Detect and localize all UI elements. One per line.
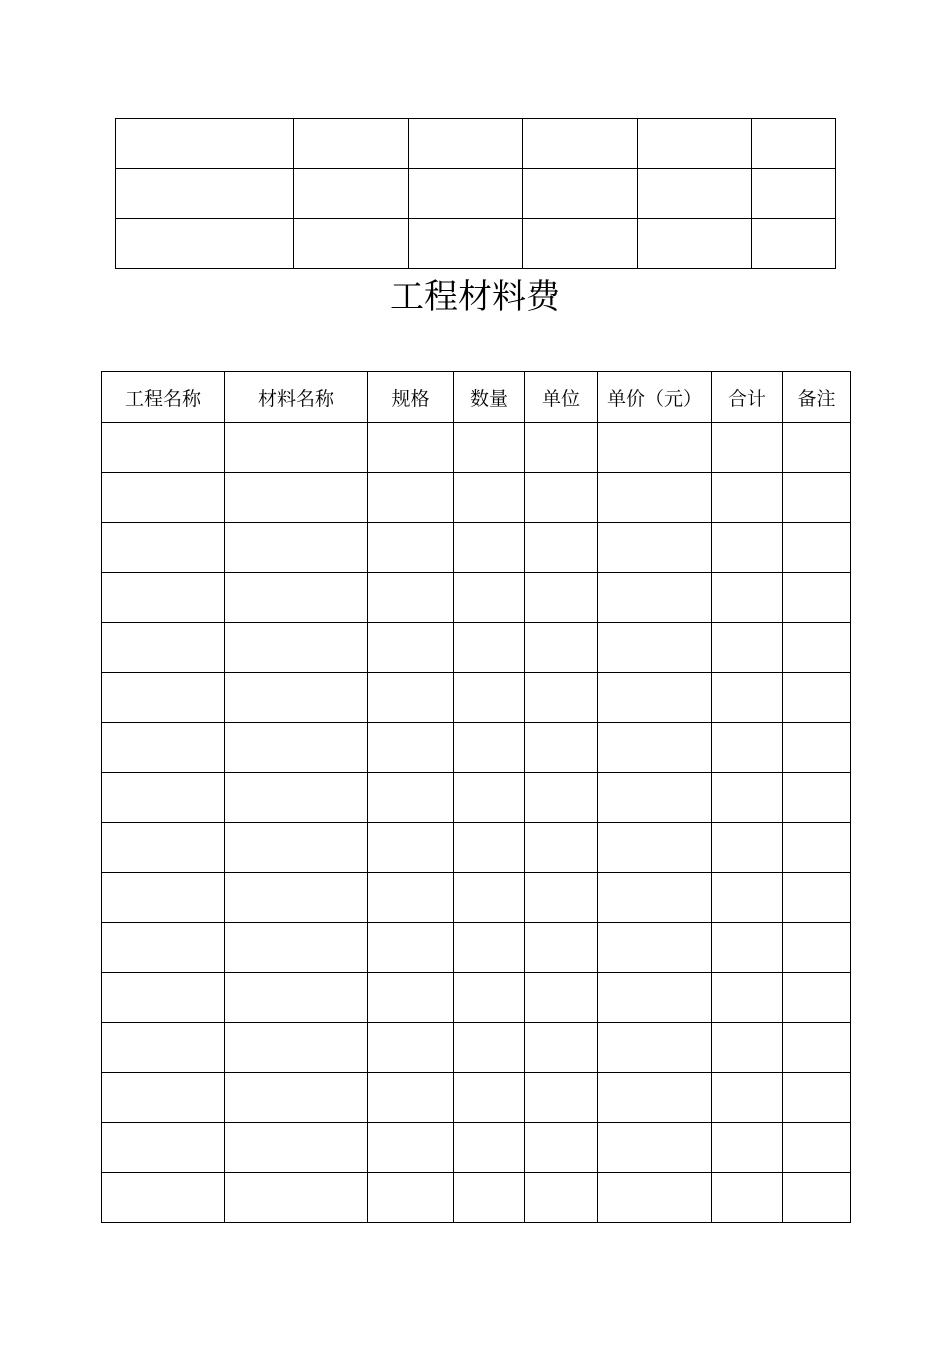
table-cell [102,773,225,823]
table-cell [783,673,851,723]
table-cell [523,119,638,169]
material-cost-table [101,371,851,1223]
table-cell [454,1123,525,1173]
table-cell [783,1173,851,1223]
table-cell [783,573,851,623]
table-cell [225,1023,368,1073]
table-cell [638,219,752,269]
table-cell [116,119,294,169]
table-row [102,523,851,573]
table-cell [102,473,225,523]
table-cell [368,823,454,873]
table-cell [783,723,851,773]
table-cell [225,1123,368,1173]
table-cell [368,573,454,623]
table-row [102,773,851,823]
table-cell [454,823,525,873]
table-cell [294,119,409,169]
table-cell [598,773,712,823]
table-cell [225,1173,368,1223]
table-cell [598,973,712,1023]
table-cell [102,973,225,1023]
table-cell [368,973,454,1023]
table-cell [525,823,598,873]
table-cell [783,773,851,823]
table-cell [598,1173,712,1223]
table-cell [368,523,454,573]
table-cell [102,673,225,723]
table-row [102,923,851,973]
table-cell [783,423,851,473]
table-cell [102,823,225,873]
table-cell [225,1073,368,1123]
table-cell [225,423,368,473]
header-unit-price: 单价（元） [598,372,712,423]
header-remarks: 备注 [783,372,851,423]
table-cell [294,219,409,269]
table-cell [225,623,368,673]
table-cell [752,169,836,219]
table-cell [525,723,598,773]
table-cell [116,169,294,219]
table-cell [712,573,783,623]
header-quantity: 数量 [454,372,525,423]
table-cell [525,473,598,523]
header-row [102,372,851,423]
table-cell [525,673,598,723]
table-row [102,573,851,623]
table-cell [225,873,368,923]
table-cell [598,423,712,473]
table-cell [368,673,454,723]
table-cell [783,473,851,523]
table-cell [783,1123,851,1173]
table-cell [409,169,523,219]
table-cell [638,119,752,169]
table-cell [368,873,454,923]
table-cell [368,473,454,523]
header-unit: 单位 [525,372,598,423]
table-cell [102,1173,225,1223]
top-blank-table [115,118,836,269]
table-cell [712,423,783,473]
table-cell [525,1023,598,1073]
table-cell [523,169,638,219]
table-cell [525,873,598,923]
table-cell [454,673,525,723]
table-cell [368,923,454,973]
table-cell [783,1023,851,1073]
table-cell [454,873,525,923]
table-cell [598,523,712,573]
table-cell [454,1073,525,1123]
table-cell [102,723,225,773]
table-cell [454,423,525,473]
header-project-name: 工程名称 [102,372,225,423]
table-row [102,1123,851,1173]
table-cell [712,1123,783,1173]
table-cell [525,1123,598,1173]
table-cell [712,1073,783,1123]
table-cell [225,923,368,973]
table-cell [598,1123,712,1173]
table-row [102,473,851,523]
table-cell [454,1023,525,1073]
table-cell [454,473,525,523]
table-cell [102,923,225,973]
table-cell [225,823,368,873]
table-cell [712,923,783,973]
table-cell [102,1123,225,1173]
table-cell [225,523,368,573]
table-cell [454,973,525,1023]
table-cell [712,873,783,923]
table-cell [368,773,454,823]
table-row [102,1073,851,1123]
table-cell [368,1173,454,1223]
table-cell [598,573,712,623]
table-cell [525,523,598,573]
table-cell [368,623,454,673]
table-cell [102,523,225,573]
table-cell [752,119,836,169]
table-cell [712,623,783,673]
table-cell [598,1073,712,1123]
table-cell [368,1023,454,1073]
table-cell [525,1073,598,1123]
table-row [102,423,851,473]
table-cell [454,773,525,823]
table-cell [712,523,783,573]
table-row [102,873,851,923]
table-cell [409,219,523,269]
table-cell [225,973,368,1023]
table-cell [598,473,712,523]
table-cell [783,973,851,1023]
table-cell [409,119,523,169]
table-cell [116,219,294,269]
table-cell [525,773,598,823]
material-table-body [102,423,851,1223]
table-cell [598,623,712,673]
table-row [116,119,836,169]
header-total: 合计 [712,372,783,423]
table-cell [712,673,783,723]
table-cell [783,923,851,973]
table-cell [454,573,525,623]
table-cell [368,423,454,473]
table-cell [102,623,225,673]
table-cell [523,219,638,269]
table-cell [225,573,368,623]
table-cell [783,523,851,573]
top-table-body [116,119,836,269]
header-specification: 规格 [368,372,454,423]
table-cell [102,1073,225,1123]
table-cell [525,573,598,623]
table-cell [712,973,783,1023]
table-cell [225,773,368,823]
table-cell [225,673,368,723]
table-cell [638,169,752,219]
table-cell [783,1073,851,1123]
table-cell [454,923,525,973]
table-cell [525,973,598,1023]
table-cell [752,219,836,269]
table-cell [783,623,851,673]
header-material-name: 材料名称 [225,372,368,423]
table-cell [783,823,851,873]
table-cell [368,723,454,773]
table-cell [598,1023,712,1073]
table-cell [598,673,712,723]
table-row [102,673,851,723]
table-cell [525,1173,598,1223]
table-cell [712,1023,783,1073]
table-row [102,723,851,773]
table-cell [454,623,525,673]
table-cell [712,773,783,823]
table-cell [102,873,225,923]
table-cell [598,723,712,773]
table-cell [225,723,368,773]
table-cell [225,473,368,523]
table-cell [712,823,783,873]
table-cell [525,623,598,673]
table-cell [525,423,598,473]
table-cell [454,1173,525,1223]
table-cell [598,923,712,973]
table-cell [294,169,409,219]
table-cell [454,723,525,773]
table-row [102,823,851,873]
table-cell [102,1023,225,1073]
table-cell [368,1123,454,1173]
table-cell [454,523,525,573]
table-cell [525,923,598,973]
table-row [102,1173,851,1223]
table-cell [368,1073,454,1123]
table-cell [598,873,712,923]
table-cell [712,473,783,523]
table-row [102,623,851,673]
page-title: 工程材料费 [390,277,560,317]
table-cell [712,1173,783,1223]
table-row [102,1023,851,1073]
table-cell [102,423,225,473]
table-row [102,973,851,1023]
table-cell [712,723,783,773]
table-cell [102,573,225,623]
table-row [116,219,836,269]
table-cell [598,823,712,873]
table-cell [783,873,851,923]
table-row [116,169,836,219]
